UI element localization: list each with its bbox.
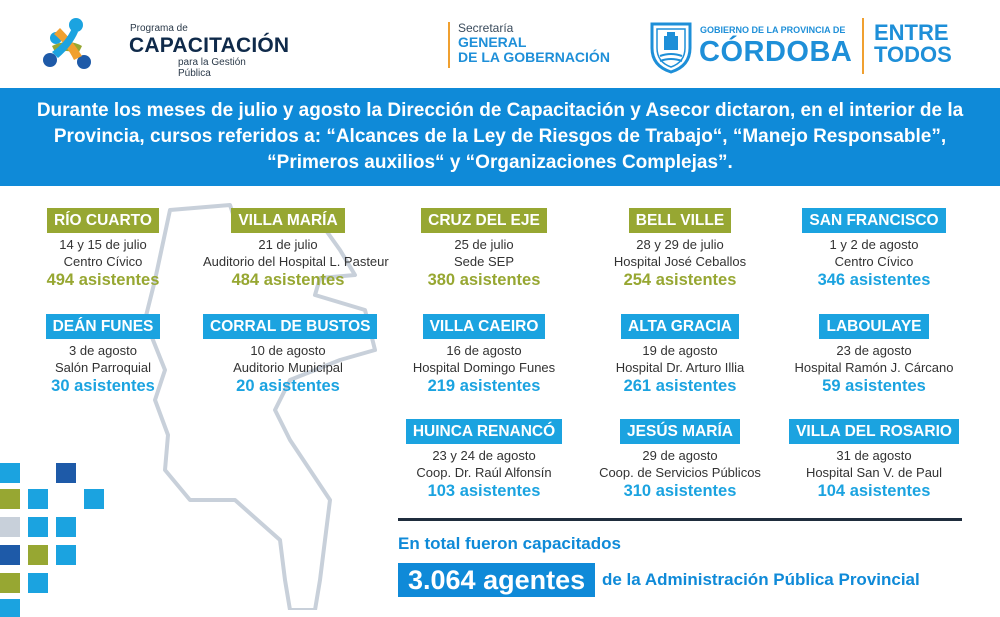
city-attendees: 494 asistentes	[46, 271, 160, 289]
city-date: 23 y 24 de agosto	[432, 448, 536, 463]
city-date: 16 de agosto	[446, 343, 522, 358]
city-name: VILLA MARÍA	[231, 208, 344, 233]
intro-text: Durante los meses de julio y agosto la Dirección de Capacitación y Asecor dictaron, en el interior de la Provincia, cursos referidos a: “Alcances de la Ley de Riesgos de Trabajo“, “Manejo Responsable”, “Primeros auxilios“ y “Organizaciones Complejas”.	[36, 100, 964, 173]
city-card	[789, 208, 959, 290]
city-card	[203, 314, 373, 396]
total-divider	[398, 518, 962, 521]
city-card	[595, 208, 765, 290]
city-card	[789, 419, 959, 501]
header-divider	[862, 18, 864, 74]
city-venue: Coop. de Servicios Públicos	[599, 465, 761, 480]
city-name: ALTA GRACIA	[621, 314, 739, 339]
city-attendees: 310 asistentes	[623, 482, 737, 500]
city-attendees: 103 asistentes	[427, 482, 541, 500]
total-lead-text: En total fueron capacitados	[398, 534, 621, 553]
city-venue: Auditorio del Hospital L. Pasteur	[203, 254, 389, 269]
cordoba-small-text: GOBIERNO DE LA PROVINCIA DE	[700, 25, 846, 35]
city-name: CRUZ DEL EJE	[421, 208, 547, 233]
city-attendees: 261 asistentes	[623, 377, 737, 395]
program-small-text: Programa de	[130, 23, 188, 34]
city-card	[595, 314, 765, 396]
city-attendees: 346 asistentes	[817, 271, 931, 289]
city-name: VILLA CAEIRO	[423, 314, 546, 339]
city-card	[789, 314, 959, 396]
city-card	[595, 419, 765, 501]
slogan	[874, 22, 952, 66]
city-attendees: 484 asistentes	[231, 271, 345, 289]
city-venue: Sede SEP	[454, 254, 514, 269]
city-date: 25 de julio	[454, 237, 514, 252]
city-venue: Auditorio Municipal	[233, 360, 343, 375]
program-figure-icon	[38, 16, 128, 72]
city-card	[399, 208, 569, 290]
program-title: CAPACITACIÓN	[129, 34, 290, 57]
secretaria-line1: Secretaría	[458, 21, 514, 35]
secretaria-logo	[448, 22, 628, 68]
city-date: 3 de agosto	[69, 343, 137, 358]
city-attendees: 104 asistentes	[817, 482, 931, 500]
total-tail-text: de la Administración Pública Provincial	[602, 570, 920, 589]
city-venue: Hospital Domingo Funes	[412, 360, 556, 375]
city-attendees: 59 asistentes	[822, 377, 926, 395]
city-card	[18, 314, 188, 396]
city-venue: Hospital Ramón J. Cárcano	[794, 360, 954, 375]
city-card	[399, 314, 569, 396]
city-date: 28 y 29 de julio	[636, 237, 724, 252]
city-venue: Hospital San V. de Paul	[805, 465, 943, 480]
city-name: JESÚS MARÍA	[620, 419, 740, 444]
city-venue: Centro Cívico	[834, 254, 914, 269]
city-name: SAN FRANCISCO	[802, 208, 945, 233]
city-attendees: 254 asistentes	[623, 271, 737, 289]
cordoba-shield-icon	[648, 18, 694, 74]
city-name: BELL VILLE	[629, 208, 731, 233]
city-date: 29 de agosto	[642, 448, 718, 463]
city-name: DEÁN FUNES	[46, 314, 161, 339]
city-card	[399, 419, 569, 501]
city-date: 10 de agosto	[250, 343, 326, 358]
city-venue: Hospital José Ceballos	[613, 254, 747, 269]
city-card	[18, 208, 188, 290]
city-name: HUINCA RENANCÓ	[406, 419, 562, 444]
program-subtitle: para la Gestión Pública	[178, 57, 246, 79]
total-value: 3.064 agentes	[398, 563, 595, 597]
city-date: 23 de agosto	[836, 343, 912, 358]
intro-banner	[0, 88, 1000, 186]
cordoba-logo	[648, 16, 860, 76]
city-attendees: 380 asistentes	[427, 271, 541, 289]
city-name: VILLA DEL ROSARIO	[789, 419, 959, 444]
decorative-squares	[0, 455, 110, 617]
city-name: RÍO CUARTO	[47, 208, 159, 233]
city-date: 14 y 15 de julio	[59, 237, 147, 252]
city-venue: Salón Parroquial	[54, 360, 152, 375]
city-date: 1 y 2 de agosto	[829, 237, 919, 252]
city-date: 21 de julio	[258, 237, 318, 252]
secretaria-line2: GENERAL	[458, 34, 527, 50]
slogan-line2: TODOS	[874, 42, 952, 67]
city-date: 19 de agosto	[642, 343, 718, 358]
city-attendees: 20 asistentes	[236, 377, 340, 395]
program-logo	[38, 16, 290, 79]
cordoba-title: CÓRDOBA	[699, 36, 853, 68]
city-venue: Coop. Dr. Raúl Alfonsín	[416, 465, 552, 480]
city-venue: Hospital Dr. Arturo Illia	[615, 360, 745, 375]
city-name: LABOULAYE	[819, 314, 928, 339]
city-venue: Centro Cívico	[63, 254, 143, 269]
slogan-line1: ENTRE	[874, 20, 949, 45]
secretaria-line3: DE LA GOBERNACIÓN	[458, 49, 610, 65]
city-attendees: 30 asistentes	[51, 377, 155, 395]
city-card	[203, 208, 389, 290]
header	[0, 0, 1000, 88]
city-date: 31 de agosto	[836, 448, 912, 463]
city-attendees: 219 asistentes	[427, 377, 541, 395]
city-name: CORRAL DE BUSTOS	[203, 314, 377, 339]
